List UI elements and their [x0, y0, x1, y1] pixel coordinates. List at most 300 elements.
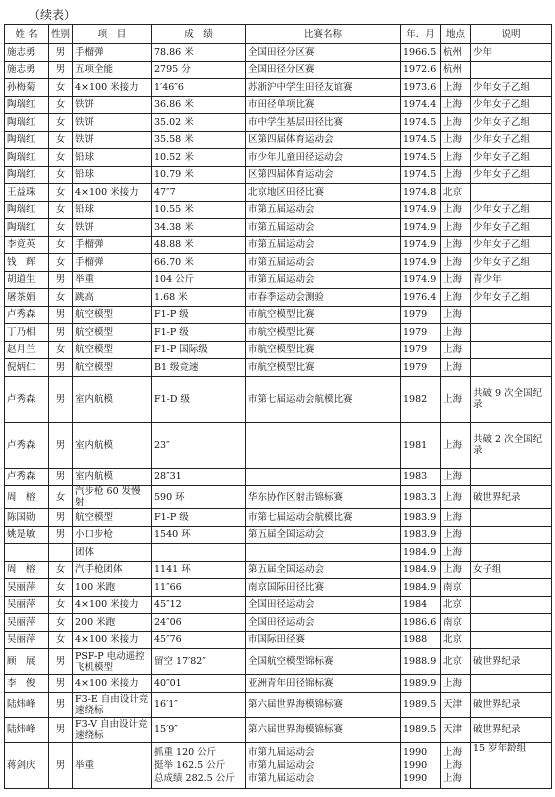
cell-score: 36.86 米	[152, 96, 246, 114]
cell-item: 室内航模	[73, 376, 152, 422]
cell-item: PSF-P 电动遥控飞机模型	[73, 649, 152, 675]
cell-score: 48.88 米	[152, 236, 246, 254]
cell-event: 全国航空模型锦标赛	[246, 649, 401, 675]
cell-sex: 男	[49, 359, 73, 377]
cell-item: 铅球	[73, 149, 152, 167]
cell-item: 铅球	[73, 201, 152, 219]
cell-note	[471, 544, 552, 562]
cell-event: 亚洲青年田径锦标赛	[246, 675, 401, 693]
cell-date: 1983.9	[401, 509, 441, 527]
cell-event: 市第五届运动会	[246, 201, 401, 219]
col-event-header: 比赛名称	[246, 25, 401, 44]
cell-note: 少年女子乙组	[471, 219, 552, 237]
cell-name: 卢秀森	[5, 468, 49, 486]
cell-sex: 女	[49, 96, 73, 114]
cell-event: 全国田径运动会	[246, 614, 401, 632]
cell-score: 47″7	[152, 184, 246, 202]
cell-note: 少年女子乙组	[471, 79, 552, 97]
cell-score: 16′1″	[152, 692, 246, 717]
cell-score: 35.58 米	[152, 131, 246, 149]
table-row	[5, 596, 552, 614]
cell-note: 少年女子乙组	[471, 166, 552, 184]
cell-name: 周 榕	[5, 561, 49, 579]
table-row	[5, 324, 552, 342]
cell-date: 1984.9	[401, 561, 441, 579]
cell-name: 陶瑞红	[5, 149, 49, 167]
cell-place: 上海	[441, 79, 471, 97]
cell-name: 孙梅菊	[5, 79, 49, 97]
table-row	[5, 422, 552, 468]
cell-place: 北京	[441, 631, 471, 649]
cell-date: 1974.8	[401, 184, 441, 202]
cell-place: 上海	[441, 219, 471, 237]
cell-item: 4×100 米接力	[73, 79, 152, 97]
cell-place: 上海	[441, 306, 471, 324]
cell-place: 南京	[441, 614, 471, 632]
table-row	[5, 341, 552, 359]
cell-sex: 男	[49, 468, 73, 486]
cell-place: 上海	[441, 289, 471, 307]
cell-date: 1979	[401, 306, 441, 324]
cell-note: 少年女子乙组	[471, 254, 552, 272]
table-row	[5, 166, 552, 184]
cell-item: 团体	[73, 544, 152, 562]
cell-date	[401, 742, 441, 788]
date-line: 1990	[403, 772, 428, 784]
cell-note: 破世界纪录	[471, 717, 552, 742]
cell-place: 上海	[441, 468, 471, 486]
cell-event: 市第五届运动会	[246, 254, 401, 272]
cell-event: 市国际田径赛	[246, 631, 401, 649]
cell-score: 45″76	[152, 631, 246, 649]
cell-place: 上海	[441, 236, 471, 254]
cell-note	[471, 675, 552, 693]
cell-date: 1974.9	[401, 236, 441, 254]
cell-place: 南京	[441, 579, 471, 597]
cell-item: F3-E 自由设计竞速绕标	[73, 692, 152, 717]
cell-score: 66.70 米	[152, 254, 246, 272]
place-line: 上海	[443, 772, 463, 784]
cell-score: 15′9″	[152, 717, 246, 742]
table-row	[5, 561, 552, 579]
cell-score: 1540 环	[152, 526, 246, 544]
cell-item: 铁饼	[73, 96, 152, 114]
cell-item: 室内航模	[73, 422, 152, 468]
cell-sex: 男	[49, 271, 73, 289]
cell-item: F3-V 自由设计竞速绕标	[73, 717, 152, 742]
cell-name: 陶瑞红	[5, 96, 49, 114]
cell-event: 市第七届运动会航模比赛	[246, 509, 401, 527]
place-line: 上海	[443, 759, 463, 771]
cell-note	[471, 324, 552, 342]
cell-note: 破世界纪录	[471, 486, 552, 509]
cell-date: 1984	[401, 596, 441, 614]
cell-score: F1-P 级	[152, 306, 246, 324]
cell-score: 10.79 米	[152, 166, 246, 184]
cell-sex: 男	[49, 422, 73, 468]
cell-event: 全国田径分区赛	[246, 44, 401, 62]
cell-event	[246, 544, 401, 562]
score-line: 总成绩 282.5 公斤	[154, 772, 235, 784]
cell-sex: 女	[49, 254, 73, 272]
cell-name: 胡道生	[5, 271, 49, 289]
table-row	[5, 692, 552, 717]
table-row-last	[5, 742, 552, 788]
cell-sex: 男	[49, 742, 73, 788]
cell-score: 590 环	[152, 486, 246, 509]
cell-sex: 男	[49, 509, 73, 527]
cell-name: 卢秀森	[5, 376, 49, 422]
cell-score: 35.02 米	[152, 114, 246, 132]
event-line: 市第九届运动会	[248, 759, 315, 771]
cell-place: 上海	[441, 131, 471, 149]
date-line: 1990	[403, 759, 428, 771]
cell-item: 航空模型	[73, 324, 152, 342]
cell-item: 举重	[73, 271, 152, 289]
cell-date: 1989.5	[401, 692, 441, 717]
cell-item: 100 米跑	[73, 579, 152, 597]
cell-score: 1141 环	[152, 561, 246, 579]
cell-score: F1-P 级	[152, 509, 246, 527]
cell-sex: 男	[49, 675, 73, 693]
cell-item: 室内航模	[73, 468, 152, 486]
cell-note	[471, 614, 552, 632]
cell-note: 少年女子乙组	[471, 236, 552, 254]
cell-date: 1983	[401, 468, 441, 486]
cell-name: 王益珠	[5, 184, 49, 202]
cell-date: 1979	[401, 341, 441, 359]
table-row	[5, 219, 552, 237]
cell-name: 姚是敏	[5, 526, 49, 544]
place-line: 上海	[443, 746, 463, 758]
cell-sex: 女	[49, 236, 73, 254]
table-row	[5, 468, 552, 486]
cell-name: 钱 辉	[5, 254, 49, 272]
cell-event: 苏浙沪中学生田径友谊赛	[246, 79, 401, 97]
cell-date: 1972.6	[401, 61, 441, 79]
cell-sex: 女	[49, 631, 73, 649]
cell-item: 4×100 米接力	[73, 675, 152, 693]
cell-note: 共破 2 次全国纪录	[471, 422, 552, 468]
cell-score: F1-P 级	[152, 324, 246, 342]
col-item-header: 项 目	[73, 25, 152, 44]
cell-date: 1983.9	[401, 526, 441, 544]
cell-name: 赵月兰	[5, 341, 49, 359]
cell-score	[152, 544, 246, 562]
cell-note: 破世界纪录	[471, 692, 552, 717]
cell-sex: 男	[49, 44, 73, 62]
cell-event: 第五届全国运动会	[246, 526, 401, 544]
table-row	[5, 184, 552, 202]
cell-name: 陶瑞红	[5, 201, 49, 219]
cell-place: 天津	[441, 717, 471, 742]
cell-event: 市田径单项比赛	[246, 96, 401, 114]
cell-note: 青少年	[471, 271, 552, 289]
cell-note	[471, 61, 552, 79]
cell-note: 少年女子乙组	[471, 96, 552, 114]
cell-item: 航空模型	[73, 359, 152, 377]
cell-name: 陶瑞红	[5, 166, 49, 184]
table-row	[5, 44, 552, 62]
cell-note: 少年女子乙组	[471, 149, 552, 167]
cell-date: 1974.5	[401, 131, 441, 149]
cell-name: 李竟英	[5, 236, 49, 254]
cell-item: 4×100 米接力	[73, 184, 152, 202]
cell-name: 周 榕	[5, 486, 49, 509]
cell-note	[471, 509, 552, 527]
table-row	[5, 79, 552, 97]
table-row	[5, 131, 552, 149]
cell-event: 市第五届运动会	[246, 236, 401, 254]
cell-score: F1-P 国际级	[152, 341, 246, 359]
cell-name: 李 俊	[5, 675, 49, 693]
cell-place: 上海	[441, 149, 471, 167]
cell-event	[246, 422, 401, 468]
cell-event: 市第七届运动会航模比赛	[246, 376, 401, 422]
records-table	[4, 24, 552, 789]
cell-date: 1989.5	[401, 717, 441, 742]
cell-score: 28″31	[152, 468, 246, 486]
table-row	[5, 631, 552, 649]
cell-item: 铁饼	[73, 219, 152, 237]
table-row	[5, 236, 552, 254]
cell-place: 天津	[441, 692, 471, 717]
cell-name: 陆炜峰	[5, 692, 49, 717]
cell-score: 1′46″6	[152, 79, 246, 97]
cell-name: 施志勇	[5, 44, 49, 62]
table-row	[5, 96, 552, 114]
cell-event: 市春季运动会测验	[246, 289, 401, 307]
cell-score: 11″66	[152, 579, 246, 597]
cell-note: 破世界纪录	[471, 649, 552, 675]
cell-item: 铅球	[73, 166, 152, 184]
cell-sex: 男	[49, 376, 73, 422]
cell-event: 第六届世界海模锦标赛	[246, 692, 401, 717]
cell-score: 10.52 米	[152, 149, 246, 167]
cell-date: 1966.5	[401, 44, 441, 62]
cell-item: 举重	[73, 742, 152, 788]
cell-score	[152, 742, 246, 788]
cell-place	[441, 742, 471, 788]
cell-note	[471, 306, 552, 324]
table-row	[5, 201, 552, 219]
table-row	[5, 649, 552, 675]
cell-sex: 女	[49, 219, 73, 237]
cell-item: 4×100 米接力	[73, 631, 152, 649]
cell-note	[471, 596, 552, 614]
table-row	[5, 675, 552, 693]
col-score-header: 成 绩	[152, 25, 246, 44]
cell-date: 1979	[401, 324, 441, 342]
table-row	[5, 114, 552, 132]
cell-date: 1984.9	[401, 579, 441, 597]
table-row	[5, 717, 552, 742]
event-line: 市第九届运动会	[248, 746, 315, 758]
cell-place: 上海	[441, 544, 471, 562]
cell-score: 10.55 米	[152, 201, 246, 219]
cell-item: 4×100 米接力	[73, 596, 152, 614]
cell-item: 小口步枪	[73, 526, 152, 544]
cell-sex: 女	[49, 596, 73, 614]
cell-score: 78.86 米	[152, 44, 246, 62]
cell-score: 45″12	[152, 596, 246, 614]
cell-sex: 女	[49, 579, 73, 597]
table-row	[5, 61, 552, 79]
cell-date: 1974.9	[401, 201, 441, 219]
cell-note	[471, 631, 552, 649]
event-line: 市第九届运动会	[248, 772, 315, 784]
cell-place: 北京	[441, 184, 471, 202]
cell-place: 上海	[441, 254, 471, 272]
table-row	[5, 254, 552, 272]
cell-place: 上海	[441, 509, 471, 527]
cell-item: 手榴弹	[73, 254, 152, 272]
cell-sex: 男	[49, 306, 73, 324]
cell-event: 全国田径分区赛	[246, 61, 401, 79]
cell-item: 手榴弹	[73, 44, 152, 62]
cell-event: 华东协作区射击锦标赛	[246, 486, 401, 509]
cell-event: 第五届全国运动会	[246, 561, 401, 579]
col-sex-header: 性别	[49, 25, 73, 44]
cell-date: 1981	[401, 422, 441, 468]
cell-note: 15 岁年龄组	[471, 742, 552, 788]
col-note-header: 说明	[471, 25, 552, 44]
cell-name: 吴丽萍	[5, 579, 49, 597]
cell-name: 卢秀森	[5, 306, 49, 324]
cell-score: 1.68 米	[152, 289, 246, 307]
cell-date: 1982	[401, 376, 441, 422]
cell-name	[5, 544, 49, 562]
table-row	[5, 544, 552, 562]
cell-sex: 男	[49, 324, 73, 342]
cell-event: 市中学生基层田径比赛	[246, 114, 401, 132]
cell-place: 上海	[441, 376, 471, 422]
cell-name: 陶瑞红	[5, 131, 49, 149]
cell-event: 市第五届运动会	[246, 271, 401, 289]
cell-note: 少年女子乙组	[471, 131, 552, 149]
cell-place: 上海	[441, 486, 471, 509]
cell-score: F1-D 级	[152, 376, 246, 422]
cell-sex: 女	[49, 79, 73, 97]
table-row	[5, 486, 552, 509]
cell-name: 卢秀森	[5, 422, 49, 468]
cell-place: 上海	[441, 422, 471, 468]
cell-date: 1974.5	[401, 149, 441, 167]
cell-note: 少年	[471, 44, 552, 62]
cell-sex: 男	[49, 526, 73, 544]
cell-date: 1989.9	[401, 675, 441, 693]
cell-place: 上海	[441, 675, 471, 693]
cell-note	[471, 184, 552, 202]
cell-score: 23″	[152, 422, 246, 468]
cell-sex: 女	[49, 289, 73, 307]
cell-note	[471, 341, 552, 359]
cell-event	[246, 742, 401, 788]
cell-sex: 女	[49, 184, 73, 202]
cell-place: 上海	[441, 324, 471, 342]
cell-score: 40″01	[152, 675, 246, 693]
table-row	[5, 526, 552, 544]
cell-place: 上海	[441, 96, 471, 114]
cell-event: 市第五届运动会	[246, 219, 401, 237]
table-row	[5, 614, 552, 632]
cell-date: 1974.5	[401, 166, 441, 184]
cell-item: 铁饼	[73, 114, 152, 132]
cell-place: 上海	[441, 271, 471, 289]
cell-item: 铁饼	[73, 131, 152, 149]
cell-place: 杭州	[441, 44, 471, 62]
cell-date: 1984.9	[401, 544, 441, 562]
cell-event: 市航空模型比赛	[246, 359, 401, 377]
cell-date: 1988	[401, 631, 441, 649]
cell-event: 市航空模型比赛	[246, 324, 401, 342]
cell-name: 屠茶娟	[5, 289, 49, 307]
cell-sex: 女	[49, 166, 73, 184]
cell-place: 上海	[441, 166, 471, 184]
cell-item: 汽步枪 60 发慢射	[73, 486, 152, 509]
cell-score: 24″06	[152, 614, 246, 632]
col-date-header: 年．月	[401, 25, 441, 44]
cell-name: 陶瑞红	[5, 219, 49, 237]
cell-score: 2795 分	[152, 61, 246, 79]
cell-date: 1979	[401, 359, 441, 377]
cell-event: 全国田径运动会	[246, 596, 401, 614]
cell-sex: 女	[49, 201, 73, 219]
cell-place: 上海	[441, 201, 471, 219]
cell-date: 1988.9	[401, 649, 441, 675]
cell-sex: 女	[49, 114, 73, 132]
cell-name: 吴丽萍	[5, 614, 49, 632]
cell-sex: 男	[49, 61, 73, 79]
cell-note: 共破 9 次全国纪录	[471, 376, 552, 422]
cell-item: 汽手枪团体	[73, 561, 152, 579]
cell-place: 杭州	[441, 61, 471, 79]
date-line: 1990	[403, 746, 428, 758]
cell-event: 南京国际田径比赛	[246, 579, 401, 597]
cell-item: 手榴弹	[73, 236, 152, 254]
cell-event: 市航空模型比赛	[246, 341, 401, 359]
cell-score: 104 公斤	[152, 271, 246, 289]
cell-date: 1974.4	[401, 96, 441, 114]
score-line: 挺举 162.5 公斤	[154, 759, 226, 771]
cell-date: 1973.6	[401, 79, 441, 97]
cell-sex: 女	[49, 561, 73, 579]
cell-sex	[49, 544, 73, 562]
cell-place: 上海	[441, 561, 471, 579]
cell-name: 陆炜峰	[5, 717, 49, 742]
table-row	[5, 149, 552, 167]
table-row	[5, 509, 552, 527]
cell-date: 1974.5	[401, 114, 441, 132]
cell-place: 上海	[441, 114, 471, 132]
cell-name: 吴丽萍	[5, 596, 49, 614]
cell-date: 1974.9	[401, 254, 441, 272]
cell-note	[471, 468, 552, 486]
cell-event: 第六届世界海模锦标赛	[246, 717, 401, 742]
cell-sex: 女	[49, 486, 73, 509]
cell-note: 少年女子乙组	[471, 114, 552, 132]
cell-date: 1983.3	[401, 486, 441, 509]
cell-sex: 男	[49, 692, 73, 717]
cell-place: 上海	[441, 526, 471, 544]
table-row	[5, 359, 552, 377]
cell-score: 34.38 米	[152, 219, 246, 237]
cell-note: 少年女子乙组	[471, 289, 552, 307]
table-row	[5, 289, 552, 307]
cell-name: 倪炳仁	[5, 359, 49, 377]
cell-name: 陈国勋	[5, 509, 49, 527]
cell-item: 航空模型	[73, 509, 152, 527]
